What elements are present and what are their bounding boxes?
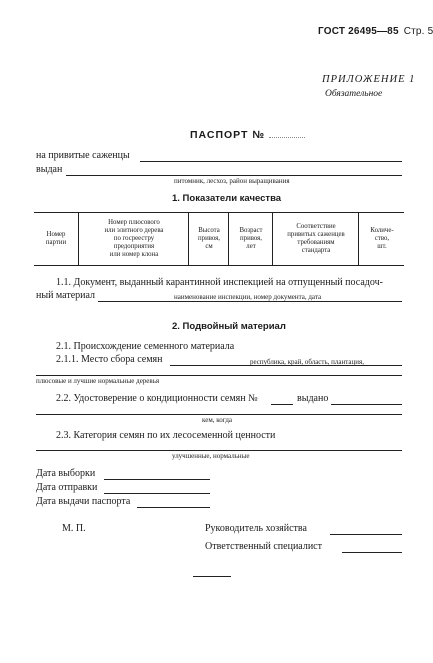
clause-2-2-issued: выдано (297, 393, 329, 404)
table-header-cell: Номер партии (45, 231, 67, 246)
appendix-subtitle: Обязательное (325, 89, 383, 99)
table-header-cell: Высота привоя, см (188, 213, 229, 265)
clause-1-1-line1: 1.1. Документ, выданный карантинной инспекцией на отпущенный посадоч- (56, 277, 383, 288)
section2-title: 2. Подвойный материал (172, 321, 286, 332)
issued-hint: питомник, лесхоз, район выращивания (174, 177, 290, 185)
table-header-cell: Количе- ство, шт. (358, 213, 405, 265)
clause-2-1-1-cont: плюсовые и лучшие нормальные деревья (36, 377, 160, 385)
head-label: Руководитель хозяйства (205, 523, 307, 534)
table-header-cell: Возраст привоя, лет (228, 213, 273, 265)
head-signature-field[interactable] (330, 534, 402, 535)
clause-2-1: 2.1. Происхождение семенного материала (56, 341, 235, 352)
certificate-number-field[interactable] (271, 404, 293, 405)
clause-2-2-hint: кем, когда (202, 416, 232, 424)
clause-1-1-line2: ный материал (36, 290, 96, 301)
date-selection-field[interactable] (104, 479, 210, 480)
issued-label: выдан (36, 164, 63, 175)
end-divider (193, 576, 231, 577)
doc-header (318, 26, 433, 37)
gost-number: ГОСТ 26495—85 (318, 26, 399, 37)
page-number: Стр. 5 (403, 26, 433, 37)
passport-title: ПАСПОРТ № (190, 128, 305, 141)
clause-2-2: 2.2. Удостоверение о кондиционности семян № (56, 393, 258, 404)
clause-2-3-hint: улучшенные, нормальные (172, 452, 250, 460)
table-header-cell: Соответствие привитых саженцев требованиям стандарта (272, 213, 359, 265)
for-seedlings-label: на привитые саженцы (36, 150, 130, 161)
clause-2-3: 2.3. Категория семян по их лесосеменной ценности (56, 430, 276, 441)
date-shipment-label: Дата отправки (36, 482, 98, 493)
date-shipment-field[interactable] (104, 493, 210, 494)
appendix-title: ПРИЛОЖЕНИЕ 1 (322, 74, 416, 85)
seed-category-field[interactable] (36, 450, 402, 451)
issued-field[interactable] (66, 175, 402, 176)
seed-collection-place-field-2[interactable] (36, 375, 402, 376)
date-issue-label: Дата выдачи паспорта (36, 496, 131, 507)
section1-title: 1. Показатели качества (172, 193, 282, 204)
specialist-signature-field[interactable] (342, 552, 402, 553)
date-selection-label: Дата выборки (36, 468, 96, 479)
for-seedlings-field[interactable] (140, 161, 402, 162)
date-issue-field[interactable] (137, 507, 210, 508)
quality-table (34, 212, 404, 266)
passport-number-field[interactable] (269, 128, 305, 138)
clause-1-1-hint: наименование инспекции, номер документа, дата (174, 293, 322, 301)
certificate-issuer-field[interactable] (36, 414, 402, 415)
clause-2-1-1-hint: республика, край, область, плантация, (250, 358, 364, 366)
specialist-label: Ответственный специалист (205, 541, 322, 552)
table-header-cell: Номер плюсового или элитного дерева по госреестру предоприятия или номер клона (78, 213, 189, 265)
clause-2-1-1: 2.1.1. Место сбора семян (56, 354, 163, 365)
stamp-label: М. П. (62, 523, 86, 534)
quarantine-doc-field[interactable] (98, 301, 402, 302)
certificate-issued-field[interactable] (331, 404, 402, 405)
